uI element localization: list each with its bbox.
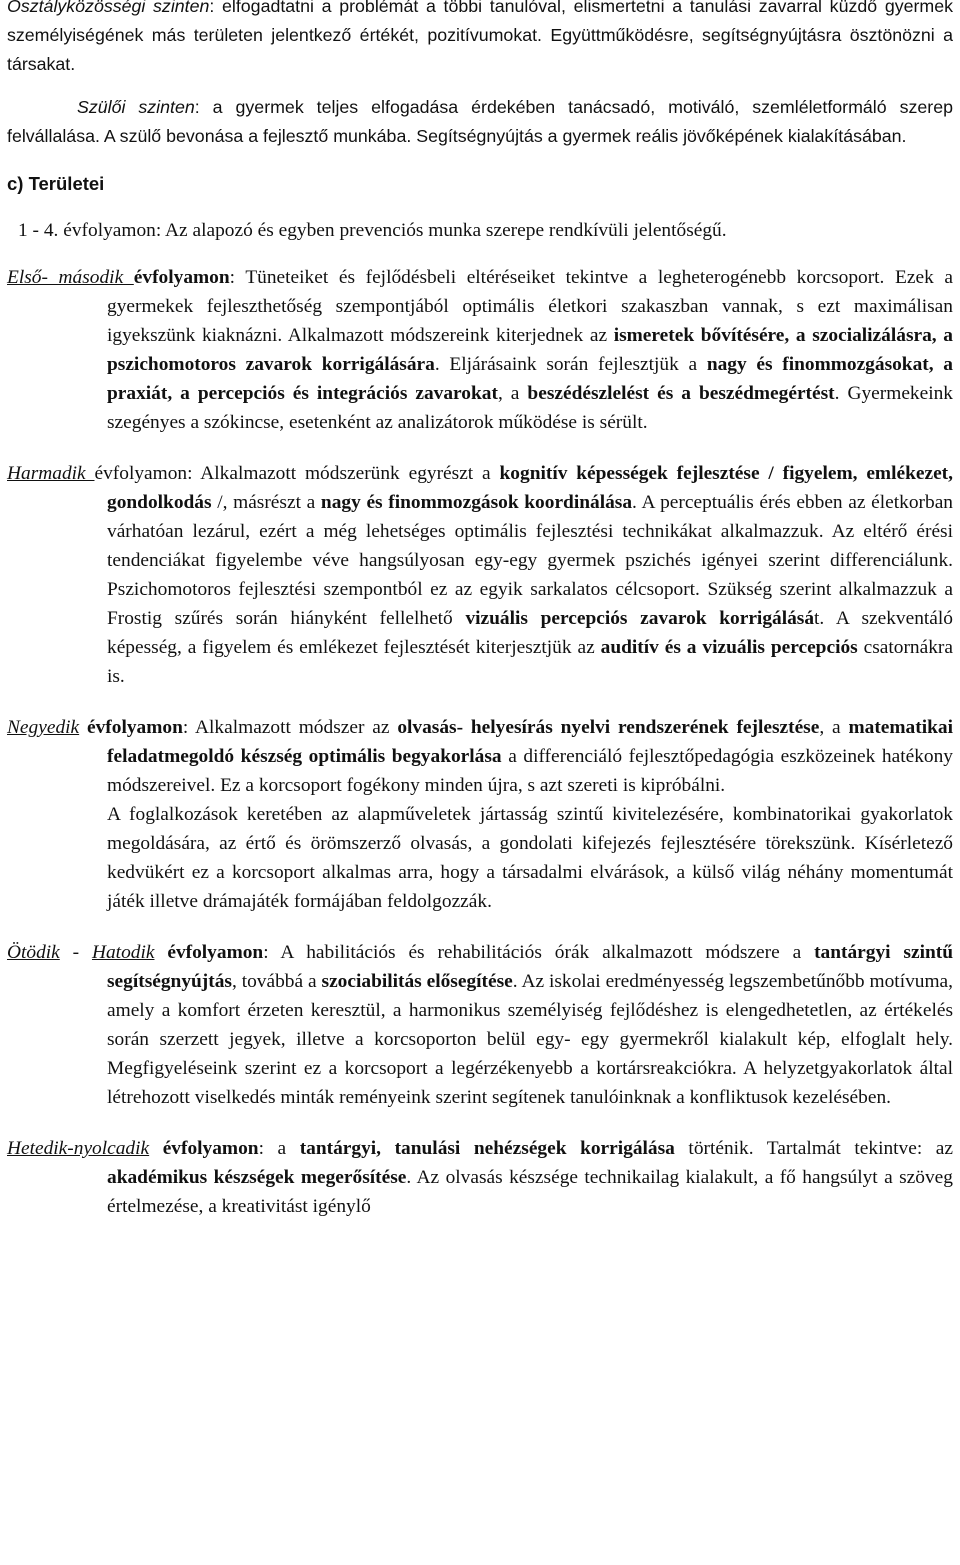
bold-s3-1: olvasás- helyesírás nyelvi rendszerének fejlesztése <box>397 717 820 738</box>
text-s3-3: a differenciáló fejlesztőpedagógia eszközeinek hatékony módszereivel. Ez a korcsoport fogékony minden újra, s azt szereti is kipróbálni. <box>107 746 953 796</box>
bold-s1-3: beszédészlelést és a beszédmegértést <box>527 383 835 404</box>
text-classroom-level: : elfogadtatni a problémát a többi tanulóval, elismertetni a tanulási zavarral küzdő gyermek személyiségének más területen jelentkező értékét, pozitívumokat. Együttműködésre, segítségnyújtásra ösztönözni a társakat. <box>7 0 953 74</box>
label-first-second: Első- második <box>7 267 134 288</box>
label-third: Harmadik <box>7 463 95 484</box>
label-fifth: Ötödik <box>7 942 60 963</box>
label-sixth: Hatodik <box>91 942 155 963</box>
text-s2-1: : Alkalmazott módszerünk egyrészt a <box>187 463 500 484</box>
label-grade-7-8: évfolyamon <box>149 1138 259 1159</box>
bold-s2-4: auditív és a vizuális percepciós <box>600 637 858 658</box>
text-s1-3: , a <box>497 383 528 404</box>
text-s4-2: , továbbá a <box>231 971 322 992</box>
label-grade-4: évfolyamon <box>79 717 183 738</box>
text-s5-1: : a <box>258 1138 300 1159</box>
text-s3-1: : Alkalmazott módszer az <box>182 717 398 738</box>
text-s5-2: történik. Tartalmát tekintve: az <box>674 1138 953 1159</box>
text-s2-5: csatornákra is. <box>107 637 953 687</box>
bold-s1-1: ismeretek bővítésére, a szocializálásra, a pszichomotoros zavarok korrigálására <box>107 325 953 375</box>
label-classroom-level: Osztályközösségi szinten <box>7 0 210 16</box>
section-first-second-grade <box>0 263 960 437</box>
section-third-grade <box>0 459 960 691</box>
bold-s2-1: kognitív képességek fejlesztése / figyelem, emlékezet, gondolkodás <box>107 463 953 513</box>
bold-s2-3: vizuális percepciós zavarok korrigálásá <box>465 608 815 629</box>
text-s4-1: : A habilitációs és rehabilitációs órák alkalmazott módszere a <box>263 942 815 963</box>
label-grade-1: évfolyamon <box>133 267 230 288</box>
text-s1-4: . Gyermekeink szegényes a szókincse, esetenként az analizátorok működése is sérült. <box>107 383 954 433</box>
bold-s3-2: matematikai feladatmegoldó készség optimális begyakorlása <box>107 717 953 767</box>
label-parent-level: Szülői szinten <box>77 97 195 117</box>
section-fourth-grade <box>0 713 960 800</box>
text-parent-level: : a gyermek teljes elfogadása érdekében tanácsadó, motiváló, szemléletformáló szerep felvállalása. A szülő bevonása a fejlesztő munkába. Segítségnyújtás a gyermek reális jövőképének kialakításában. <box>7 97 953 146</box>
section-fifth-sixth-grade <box>0 938 960 1112</box>
paragraph-parent-level <box>0 93 960 151</box>
bold-s2-2: nagy és finommozgások koordinálása <box>320 492 633 513</box>
label-grade-3: évfolyamon <box>94 463 188 484</box>
section-fourth-grade-cont: A foglalkozások keretében az alapműveletek jártasság szintű kivitelezésére, kombinatorikai gyakorlatok megoldására, az értő és örömszerző olvasás, a gondolati kifejezés fejlesztésére törekszünk. Kísérletező kedvükért ez a korcsoport alkalmas arra, hogy a társadalmi elvárások, a külső világ néhány momentumát játék illetve drámajáték formájában feldolgozzák. <box>107 804 953 912</box>
bold-s4-1: tantárgyi szintű segítségnyújtás <box>107 942 953 992</box>
text-s4-3: . Az iskolai eredményesség legszembetűnőbb motívuma, amely a komfort érzeten keresztül, a harmonikus személyiség fejlődéshez is elengedhetetlen, az értékelés során szerzett jegyek, illetve a korcsoporton belül egy- egy gyermekről kialakult kép, elfoglalt hely. Megfigyeléseink szerint ez a korcsoport a legérzékenyebb a kortársreakciókra. A helyzetgyakorlatok által létrehozott viselkedés minták reményeink szerint segítenek tanulóinknak a konfliktusok kezelésében. <box>107 971 954 1108</box>
label-grade-5-6: évfolyamon <box>154 942 264 963</box>
text-s3-2: , a <box>819 717 849 738</box>
label-dash: - <box>59 942 92 963</box>
paragraph-grades-1-4: 1 - 4. évfolyamon: Az alapozó és egyben prevenciós munka szerepe rendkívüli jelentőségű. <box>18 220 727 241</box>
label-fourth: Negyedik <box>7 717 80 738</box>
text-s1-2: . Eljárásaink során fejlesztjük a <box>434 354 707 375</box>
section-heading: c) Területei <box>7 173 105 194</box>
bold-s1-2: nagy és finommozgásokat, a praxiát, a percepciós és integrációs zavarokat <box>107 354 953 404</box>
section-seventh-eighth-grade <box>0 1134 960 1221</box>
paragraph-classroom-level <box>0 0 960 79</box>
text-s2-4: t. A szekventáló képesség, a figyelem és emlékezet fejlesztését kiterjesztjük az <box>107 608 953 658</box>
bold-s4-2: szociabilitás elősegítése <box>321 971 513 992</box>
text-s2-3: . A perceptuális érés ebben az életkorban várhatóan lezárul, ezért a még lehetséges optimális fejlesztési technikákat alkalmazzuk. Az eltérő érési tendenciákat figyelembe véve hangsúlyosan egy-egy gyermek pszichés igényei szerint differenciálunk. Pszichomotoros fejlesztési szempontból ez az egyik sarkalatos célcsoport. Szükség szerint alkalmazzuk a Frostig szűrés során hiányként fellelhető <box>107 492 953 629</box>
label-seventh-eighth: Hetedik-nyolcadik <box>7 1138 150 1159</box>
text-s5-3: . Az olvasás készsége technikailag kialakult, a fő hangsúlyt a szöveg értelmezése, a kreativitást igénylő <box>107 1167 953 1217</box>
bold-s5-1: tantárgyi, tanulási nehézségek korrigálása <box>299 1138 675 1159</box>
bold-s5-2: akadémikus készségek megerősítése <box>107 1167 407 1188</box>
text-s1-1: : Tüneteiket és fejlődésbeli eltéréseiket tekintve a legheterogénebb korcsoport. Ezek a gyermekek fejleszthetőség szempontjából optimális életkori szakaszban vannak, s ezt maximálisan igyekszünk kiaknázni. Alkalmazott módszereink kiterjednek az <box>107 267 953 346</box>
text-s2-2: /, másrészt a <box>211 492 321 513</box>
